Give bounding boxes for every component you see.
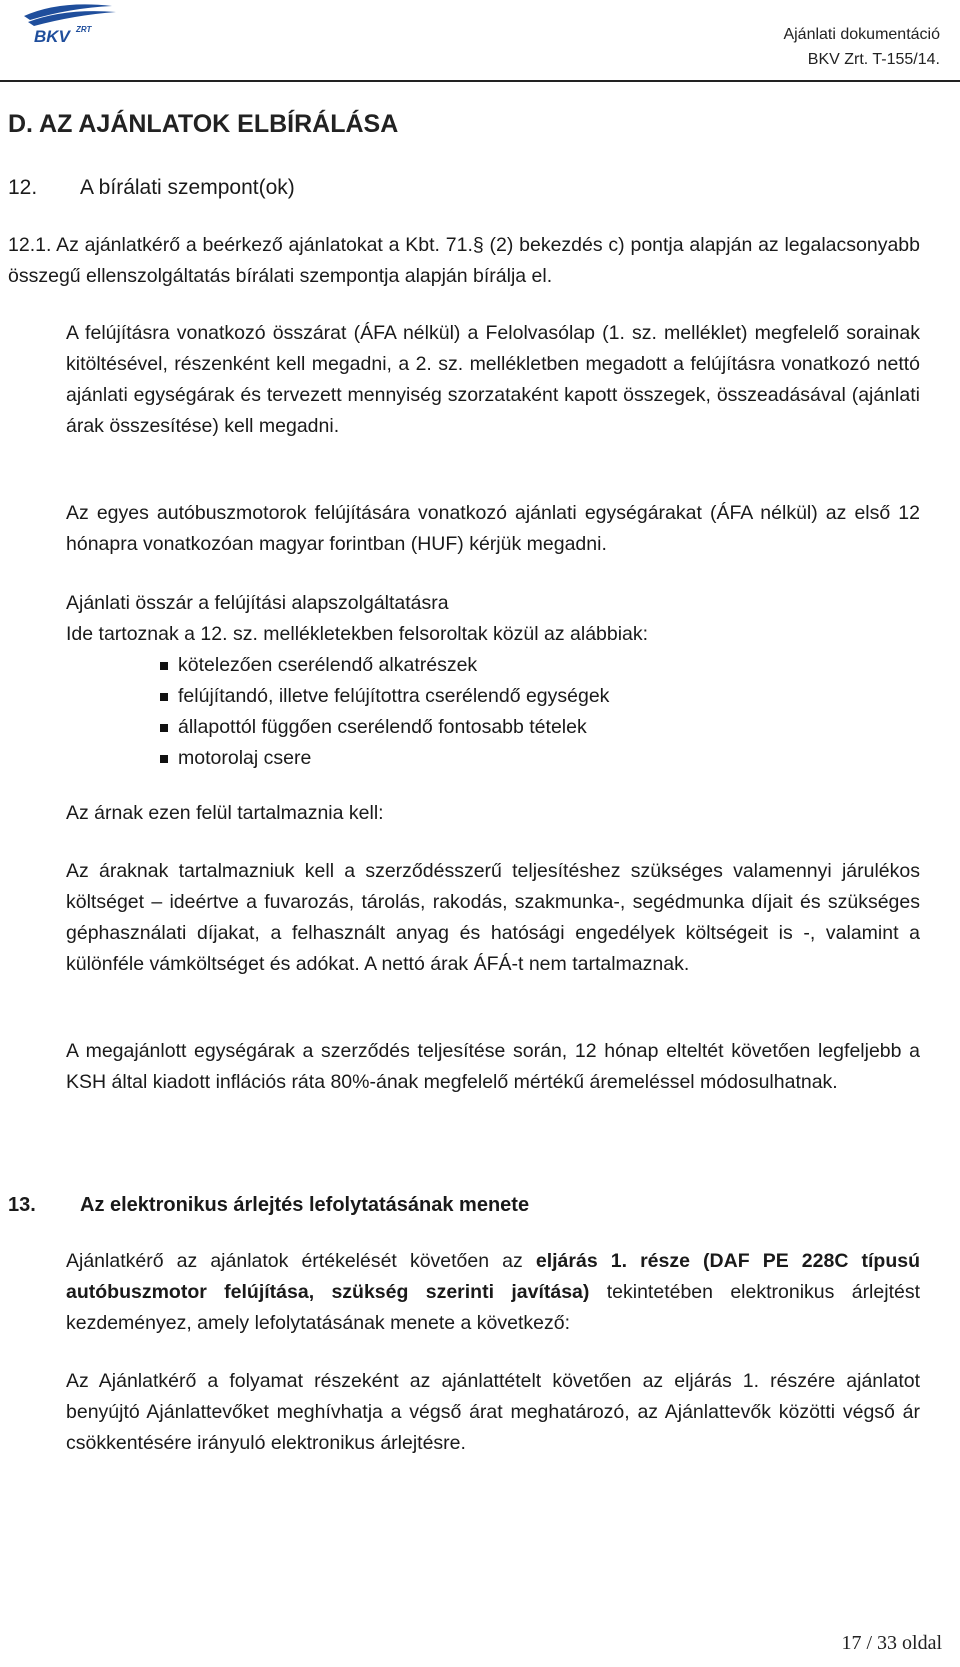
paragraph-number: 12.1.: [8, 234, 52, 256]
subsection-heading: [8, 176, 295, 200]
paragraph-base-service: [66, 588, 920, 650]
section-13-number: 13.: [8, 1194, 36, 1216]
subsection-title: A bírálati szempont(ok): [80, 176, 295, 199]
logo-sup: ZRT: [76, 25, 92, 34]
doc-title: Ajánlati dokumentáció: [783, 26, 940, 43]
auction-intro-b: tekintetében elektronikus árlejtést kezdeményez, amely lefolytatásának menete a következő:: [66, 1281, 920, 1334]
header-doc-info: [783, 22, 940, 72]
base-service-intro: Ide tartoznak a 12. sz. mellékletekben felsoroltak közül az alábbiak:: [66, 623, 649, 645]
doc-reference: BKV Zrt. T-155/14.: [807, 51, 940, 68]
paragraph-total-price: A felújításra vonatkozó összárat (ÁFA nélkül) a Felolvasólap (1. sz. melléklet) megfelelő sorainak kitöltésével, részenként kell megadni, a 2. sz. mellékletben megadott a felújításra vonatkozó nettó ajánlati egységárak és tervezett mennyiség szorzataként kapott összegek, összeadásával (ajánlati árak összesítése) kell megadni.: [66, 322, 920, 437]
paragraph-auction-process: Az Ajánlatkérő a folyamat részeként az ajánlattételt követően az eljárás 1. részére ajánlatot benyújtó Ajánlattevőket meghívhatja a végső árat meghatározó, az Ajánlattevők közötti végső ár csökkentésére irányuló elektronikus árlejtésre.: [66, 1370, 920, 1454]
paragraph-price-adjustment: A megajánlott egységárak a szerződés teljesítése során, 12 hónap elteltét követően legfeljebb a KSH által kiadott inflációs ráta 80%-ának megfelelő mértékű áremeléssel módosulhatnak.: [66, 1040, 920, 1093]
list-item: felújítandó, illetve felújítottra cserélendő egységek: [160, 681, 920, 712]
page-number: 17 / 33 oldal: [841, 1632, 942, 1654]
bkv-logo: [20, 2, 120, 46]
section-13-heading: [8, 1194, 529, 1217]
auction-intro-bold: eljárás 1. része (DAF PE 228C típusú autóbuszmotor felújítása, szükség szerinti javítása): [66, 1250, 921, 1303]
list-item: kötelezően cserélendő alkatrészek: [160, 650, 920, 681]
list-item: állapottól függően cserélendő fontosabb tételek: [160, 712, 920, 743]
list-item: motorolaj csere: [160, 743, 920, 774]
base-service-title: Ajánlati összár a felújítási alapszolgáltatásra: [66, 592, 449, 614]
section-title: D. AZ AJÁNLATOK ELBÍRÁLÁSA: [8, 110, 399, 138]
paragraph-also-include: Az árnak ezen felül tartalmaznia kell:: [66, 802, 384, 824]
subsection-number: 12.: [8, 176, 38, 199]
paragraph-text: Az ajánlatkérő a beérkező ajánlatokat a Kbt. 71.§ (2) bekezdés c) pontja alapján az legalacsonyabb összegű ellenszolgáltatás bírálati szempontja alapján bírálja el.: [8, 234, 920, 287]
paragraph-auction-intro: [66, 1246, 920, 1339]
page-header: [0, 0, 960, 68]
header-rule: [0, 80, 960, 82]
paragraph-12-1: [8, 230, 920, 292]
included-items-list: [160, 650, 920, 774]
section-13-title: Az elektronikus árlejtés lefolytatásának menete: [80, 1194, 530, 1216]
auction-intro-a: Ajánlatkérő az ajánlatok értékelését követően az: [66, 1250, 536, 1272]
logo-text: BKV: [34, 27, 70, 46]
paragraph-price-contents: Az áraknak tartalmazniuk kell a szerződésszerű teljesítéshez szükséges valamennyi járulékos költséget – ideértve a fuvarozás, tárolás, rakodás, szakmunka-, segédmunka díjait és szükséges géphasználati díjakat, a felhasznált anyag és hatósági engedélyek költségeit is -, valamint a különféle vámköltséget és adókat. A nettó árak ÁFÁ-t nem tartalmaznak.: [66, 860, 920, 975]
paragraph-unit-prices: Az egyes autóbuszmotorok felújítására vonatkozó ajánlati egységárakat (ÁFA nélkül) az első 12 hónapra vonatkozóan magyar forintban (HUF) kérjük megadni.: [66, 502, 920, 555]
